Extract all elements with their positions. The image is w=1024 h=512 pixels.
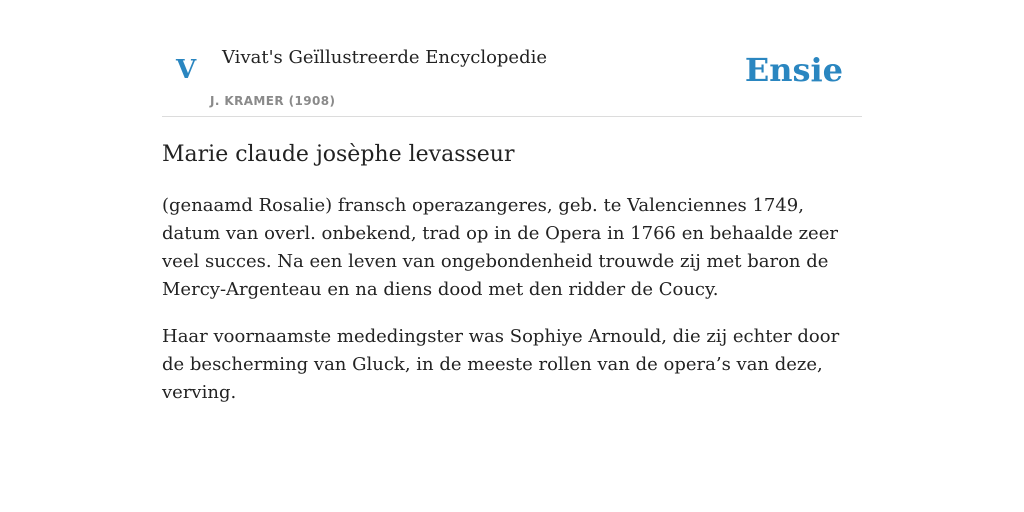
source-title-link[interactable]: Vivat's Geïllustreerde Encyclopedie xyxy=(222,47,548,68)
source-header xyxy=(162,0,862,117)
article-body xyxy=(162,192,862,407)
source-logo[interactable]: V xyxy=(176,55,197,85)
source-author: J. KRAMER (1908) xyxy=(210,94,336,108)
article xyxy=(162,138,862,426)
article-paragraph: Haar voornaamste mededingster was Sophiye Arnould, die zij echter door de bescherming van Gluck, in de meeste rollen van de opera’s van deze, verving. xyxy=(162,326,840,403)
article-paragraph: (genaamd Rosalie) fransch operazangeres, geb. te Valenciennes 1749, datum van overl. onbekend, trad op in de Opera in 1766 en behaalde zeer veel succes. Na een leven van ongebondenheid trouwde zij met baron de Mercy-Argenteau en na diens dood met den ridder de Coucy. xyxy=(162,195,838,300)
ensie-logo[interactable]: Ensie xyxy=(744,51,843,89)
article-title: Marie claude josèphe levasseur xyxy=(162,142,515,167)
